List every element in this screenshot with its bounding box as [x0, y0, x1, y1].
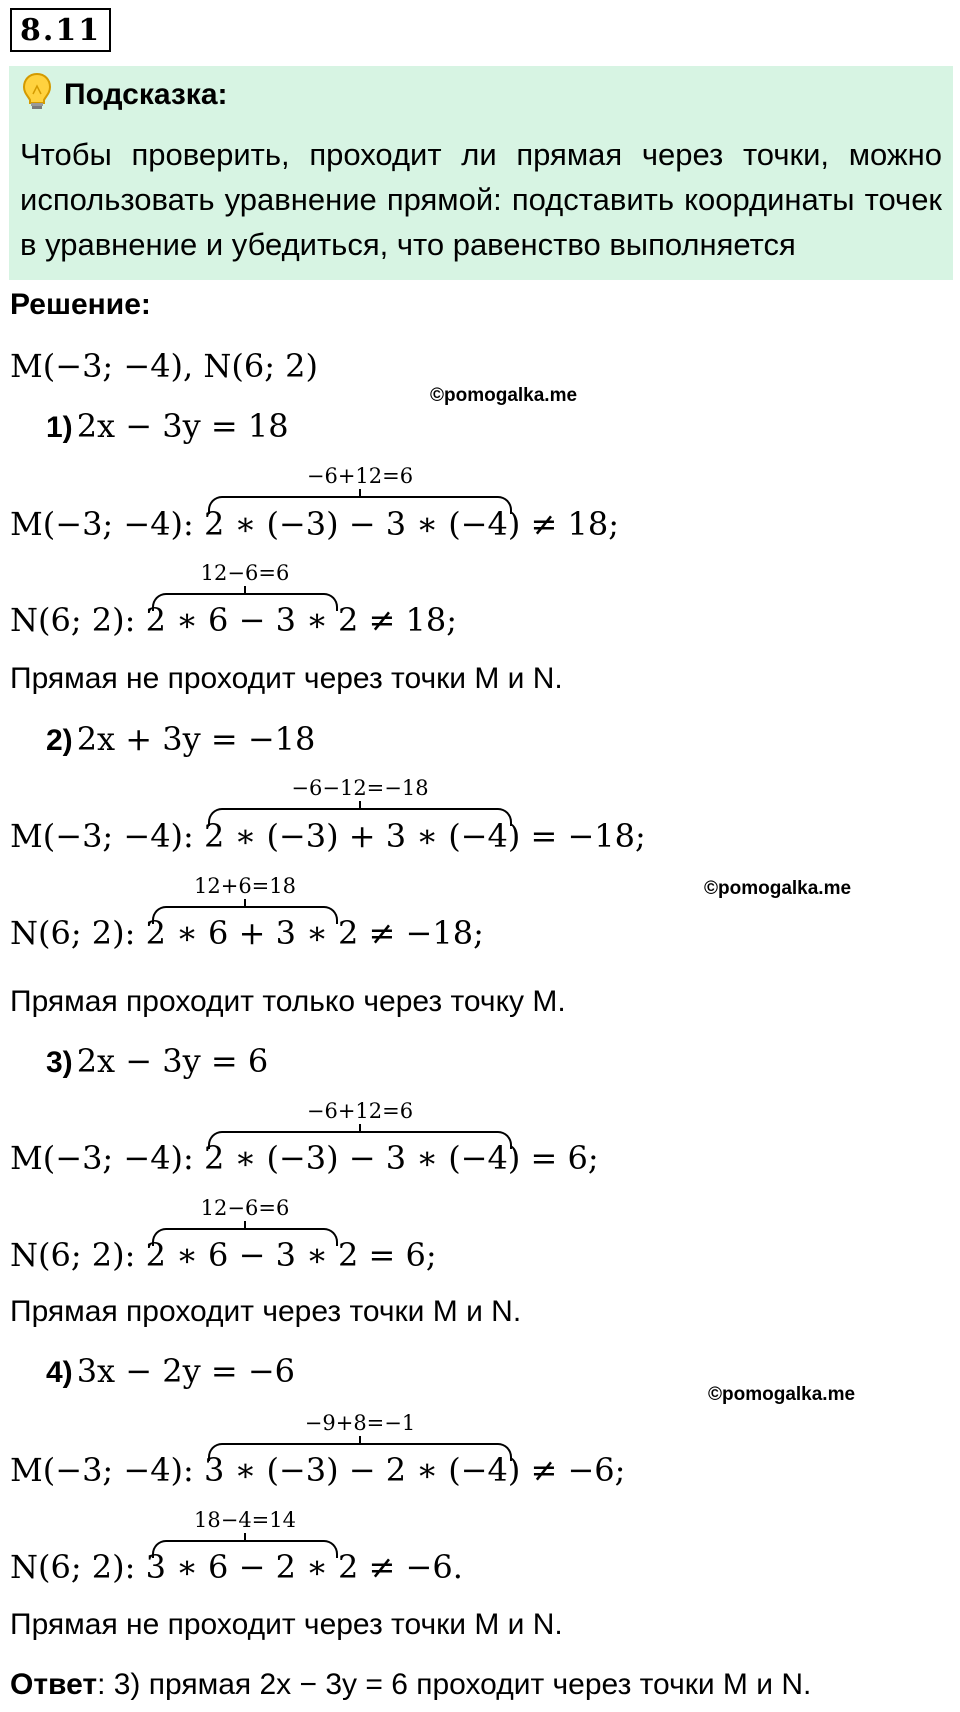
- case-number: 3): [46, 1046, 73, 1079]
- point-label: N(6; 2):: [10, 601, 136, 639]
- result: = 6;: [530, 1139, 599, 1177]
- case-1-m-line: [10, 505, 619, 543]
- result: = −18;: [530, 817, 646, 855]
- overbrace-label: −9+8=−1: [304, 1411, 416, 1435]
- conclusion: Прямая проходит только через точку M.: [10, 985, 566, 1018]
- solution-label: Решение:: [10, 288, 151, 321]
- case-1-n-line: [10, 601, 458, 639]
- result: ≠ 18;: [530, 505, 619, 543]
- point-label: N(6; 2):: [10, 914, 136, 952]
- point-label: M(−3; −4):: [10, 817, 194, 855]
- case-3-n-line: [10, 1236, 437, 1274]
- overbrace-label: 12−6=6: [200, 1196, 290, 1220]
- overbrace-label: −6+12=6: [306, 464, 414, 488]
- point-label: N(6; 2):: [10, 1236, 136, 1274]
- hint-title: Подсказка:: [64, 78, 228, 111]
- overbrace-label: −6−12=−18: [291, 776, 429, 800]
- conclusion: Прямая проходит через точки M и N.: [10, 1295, 522, 1328]
- overbrace-label: 18−4=14: [194, 1508, 296, 1532]
- case-4-m-line: [10, 1451, 626, 1489]
- task-number: 8.11: [10, 8, 111, 52]
- case-4-equation-line: [46, 1352, 296, 1390]
- substitution: 2 ∗ 6 − 3 ∗ 2: [145, 1236, 359, 1274]
- overbrace-label: 12+6=18: [194, 874, 296, 898]
- case-number: 4): [46, 1356, 73, 1389]
- equation: 3x − 2y = −6: [76, 1352, 296, 1390]
- substitution: 2 ∗ (−3) − 3 ∗ (−4): [203, 505, 521, 543]
- substitution: 2 ∗ (−3) − 3 ∗ (−4): [203, 1139, 521, 1177]
- point-label: N(6; 2):: [10, 1548, 136, 1586]
- result: ≠ −6.: [368, 1548, 463, 1586]
- result: ≠ −18;: [368, 914, 484, 952]
- answer-label: Ответ: [10, 1668, 98, 1701]
- watermark: ©pomogalka.me: [430, 385, 578, 406]
- substitution: 2 ∗ 6 + 3 ∗ 2: [145, 914, 359, 952]
- result: = 6;: [368, 1236, 437, 1274]
- points-line: M(−3; −4), N(6; 2): [10, 347, 319, 385]
- answer-line: [10, 1670, 811, 1700]
- substitution: 3 ∗ 6 − 2 ∗ 2: [145, 1548, 359, 1586]
- case-3-equation-line: [46, 1042, 269, 1080]
- overbrace-label: −6+12=6: [306, 1099, 414, 1123]
- watermark: ©pomogalka.me: [708, 1384, 856, 1405]
- case-4-n-line: [10, 1548, 463, 1586]
- case-3-m-line: [10, 1139, 599, 1177]
- case-number: 2): [46, 724, 73, 757]
- point-label: M(−3; −4):: [10, 1139, 194, 1177]
- case-2-m-line: [10, 817, 646, 855]
- result: ≠ −6;: [530, 1451, 626, 1489]
- hint-text: Чтобы проверить, проходит ли прямая через точки, можно использовать уравнение прямой: подставить координаты точек в уравнение и убедиться, что равенство выполняется: [20, 137, 942, 262]
- substitution: 3 ∗ (−3) − 2 ∗ (−4): [203, 1451, 521, 1489]
- watermark: ©pomogalka.me: [704, 878, 852, 899]
- equation: 2x − 3y = 18: [76, 407, 289, 445]
- case-number: 1): [46, 411, 73, 444]
- result: ≠ 18;: [368, 601, 458, 639]
- equation: 2x + 3y = −18: [76, 720, 316, 758]
- overbrace-label: 12−6=6: [200, 561, 290, 585]
- equation: 2x − 3y = 6: [76, 1042, 269, 1080]
- case-2-equation-line: [46, 720, 316, 758]
- substitution: 2 ∗ (−3) + 3 ∗ (−4): [203, 817, 521, 855]
- case-2-n-line: [10, 914, 484, 952]
- lightbulb-icon: [22, 72, 52, 112]
- case-1-equation-line: [46, 407, 289, 445]
- conclusion: Прямая не проходит через точки M и N.: [10, 662, 563, 695]
- conclusion: Прямая не проходит через точки M и N.: [10, 1608, 563, 1641]
- substitution: 2 ∗ 6 − 3 ∗ 2: [145, 601, 359, 639]
- point-label: M(−3; −4):: [10, 1451, 194, 1489]
- point-label: M(−3; −4):: [10, 505, 194, 543]
- answer-text: : 3) прямая 2x − 3y = 6 проходит через точки M и N.: [97, 1668, 812, 1701]
